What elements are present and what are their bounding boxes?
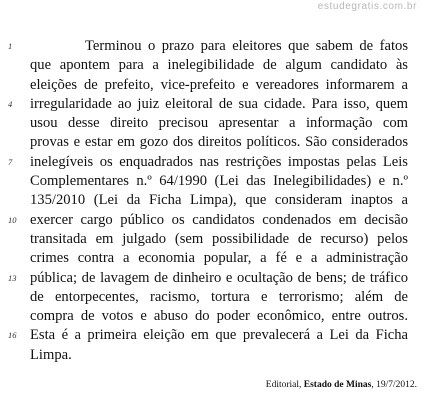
- text-line: [8, 269, 408, 288]
- line-text: Terminou o prazo para eleitores que sabem de fatos: [85, 38, 408, 54]
- line-number: 10: [8, 214, 17, 225]
- watermark-text: estudegratis.com.br: [317, 1, 417, 12]
- text-line: [30, 114, 408, 133]
- line-text: provas e estar em gozo dos direitos políticos. São considerados: [30, 134, 408, 151]
- line-text: eleições de prefeito, vice-prefeito e vereadores informarem a: [30, 76, 408, 93]
- source-date: , 19/7/2012.: [371, 380, 417, 390]
- line-text: Complementares n.º 64/1990 (Lei das Inelegibilidades) e n.º: [30, 173, 408, 190]
- text-line: [30, 346, 408, 365]
- text-line: [30, 76, 408, 95]
- line-number: 4: [8, 98, 13, 109]
- text-line: [30, 172, 408, 191]
- line-text: compra de votos e abuso do poder econômico, entre outros.: [30, 308, 408, 325]
- text-line: [30, 230, 408, 249]
- text-line: [8, 211, 408, 230]
- line-text: crimes contra a economia popular, a fé e a administração: [30, 250, 408, 267]
- text-line: [8, 326, 408, 345]
- line-text: que apontem para a inelegibilidade de algum candidato às: [30, 57, 408, 74]
- line-number: 13: [8, 272, 17, 283]
- article-text: [8, 37, 408, 365]
- text-line: [30, 133, 408, 152]
- line-number: 1: [8, 41, 13, 51]
- line-text: transitada em julgado (sem possibilidade de recurso) pelos: [30, 230, 408, 247]
- line-text: de entorpecentes, racismo, tortura e terrorismo; além de: [30, 288, 408, 305]
- source-prefix: Editorial,: [265, 380, 304, 390]
- line-text: 135/2010 (Lei da Ficha Limpa), que consideram inaptos a: [30, 192, 408, 209]
- text-line: [8, 37, 408, 56]
- line-number: 7: [8, 156, 13, 167]
- source-citation: [266, 380, 417, 390]
- text-line: [30, 307, 408, 326]
- line-text: exercer cargo público os candidatos condenados em decisão: [30, 211, 408, 228]
- text-line: [30, 249, 408, 268]
- line-text: Limpa.: [30, 346, 72, 363]
- line-number: 16: [8, 330, 17, 341]
- line-text: Esta é a primeira eleição em que prevalecerá a Lei da Ficha: [30, 327, 408, 344]
- text-line: [30, 191, 408, 210]
- line-text: inelegíveis os enquadrados nas restrições impostas pelas Leis: [30, 153, 408, 170]
- line-text: pública; de lavagem de dinheiro e ocultação de bens; de tráfico: [30, 269, 408, 286]
- text-line: [8, 153, 408, 172]
- source-publication: Estado de Minas: [303, 380, 372, 390]
- text-line: [30, 56, 408, 75]
- text-line: [8, 95, 408, 114]
- line-text: irregularidade ao juiz eleitoral de sua cidade. Para isso, quem: [30, 95, 408, 112]
- text-line: [30, 288, 408, 307]
- line-text: usou desse direito precisou apresentar a informação com: [30, 115, 408, 132]
